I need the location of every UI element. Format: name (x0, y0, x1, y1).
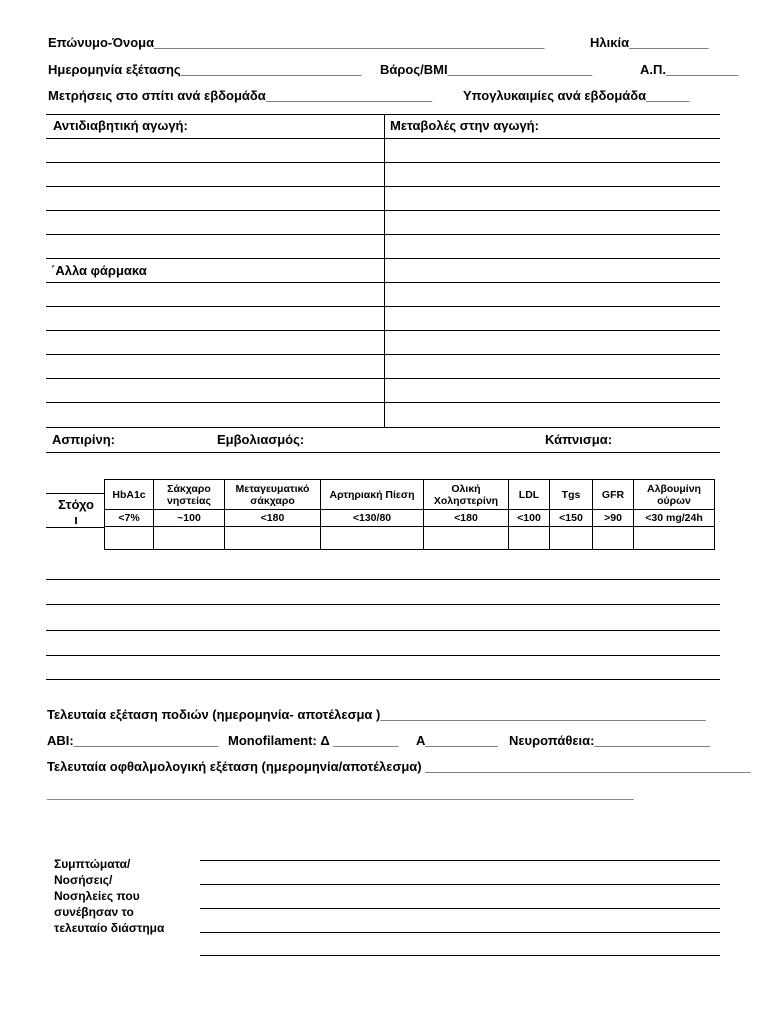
grid-divider (384, 114, 385, 427)
target-total-cholesterol: <180 (424, 510, 509, 527)
target-postprandial-glucose: <180 (225, 510, 321, 527)
value-fasting-glucose[interactable] (154, 527, 225, 550)
symptoms-line-4[interactable] (200, 932, 720, 933)
value-gfr[interactable] (593, 527, 634, 550)
value-hba1c[interactable] (105, 527, 154, 550)
value-blood-pressure[interactable] (321, 527, 424, 550)
symptoms-line-2[interactable] (200, 884, 720, 885)
aspirin-label: Ασπιρίνη: (52, 432, 116, 447)
name-label: Επώνυμο-Όνομα______________________________________________________ (48, 35, 545, 50)
value-postprandial-glucose[interactable] (225, 527, 321, 550)
symptoms-line-1[interactable] (200, 860, 720, 861)
header-gfr: GFR (593, 480, 634, 510)
header-urine-albumin: Αλβουμίνη ούρων (634, 480, 715, 510)
other-drugs-label: ΄Αλλα φάρμακα (51, 263, 147, 278)
target-tgs: <150 (550, 510, 593, 527)
weight-bmi-label: Βάρος/BMI____________________ (380, 62, 593, 77)
goals-label-line (46, 493, 104, 494)
target-gfr: >90 (593, 510, 634, 527)
target-urine-albumin: <30 mg/24h (634, 510, 715, 527)
notes-line-3[interactable] (46, 630, 720, 631)
value-tgs[interactable] (550, 527, 593, 550)
age-label: Ηλικία___________ (590, 35, 709, 50)
target-hba1c: <7% (105, 510, 154, 527)
symptoms-line-3[interactable] (200, 908, 720, 909)
abi-label: ABI:____________________ (47, 733, 219, 748)
treatment-row-line[interactable] (46, 138, 720, 139)
header-postprandial-glucose: Μεταγευματικό σάκχαρο (225, 480, 321, 510)
goals-label-bottom-line (46, 527, 104, 528)
header-hba1c: HbA1c (105, 480, 154, 510)
eye-exam-label: Τελευταία οφθαλμολογική εξέταση (ημερομηνία/αποτέλεσμα) _____________________________________________ (47, 759, 751, 774)
antidiabetic-treatment-label: Αντιδιαβητική αγωγή: (53, 118, 188, 133)
treatment-row-line[interactable] (46, 210, 720, 211)
home-measurements-label: Μετρήσεις στο σπίτι ανά εβδομάδα_______________________ (48, 88, 433, 103)
header-ldl: LDL (509, 480, 550, 510)
blood-pressure-label: Α.Π.__________ (640, 62, 739, 77)
notes-line-2[interactable] (46, 604, 720, 605)
smoking-label: Κάπνισμα: (545, 432, 613, 447)
value-urine-albumin[interactable] (634, 527, 715, 550)
monofilament-label: Monofilament: Δ _________ (228, 733, 399, 748)
goals-label: Στόχο ι (58, 497, 94, 527)
exam-date-label: Ημερομηνία εξέτασης_________________________ (48, 62, 362, 77)
monofilament-a-label: Α__________ (416, 733, 498, 748)
goals-table (104, 479, 715, 550)
exam-notes-blank[interactable]: ____________________________________________________________________________________________ (47, 787, 634, 801)
header-fasting-glucose: Σάκχαρο νηστείας (154, 480, 225, 510)
notes-line-1[interactable] (46, 579, 720, 580)
neuropathy-label: Νευροπάθεια:________________ (509, 733, 711, 748)
header-tgs: Tgs (550, 480, 593, 510)
aspirin-row-line (46, 452, 720, 453)
treatment-row-line[interactable] (46, 234, 720, 235)
hypoglycemia-label: Υπογλυκαιμίες ανά εβδομάδα______ (463, 88, 690, 103)
target-blood-pressure: <130/80 (321, 510, 424, 527)
treatment-row-line[interactable] (46, 162, 720, 163)
symptoms-line-5[interactable] (200, 955, 720, 956)
treatment-row-line[interactable] (46, 354, 720, 355)
treatment-row-line[interactable] (46, 282, 720, 283)
notes-line-5[interactable] (46, 679, 720, 680)
value-total-cholesterol[interactable] (424, 527, 509, 550)
treatment-row-line[interactable] (46, 427, 720, 428)
treatment-row-line[interactable] (46, 186, 720, 187)
foot-exam-label: Τελευταία εξέταση ποδιών (ημερομηνία- αποτέλεσμα )_____________________________________________ (47, 707, 706, 722)
treatment-row-line[interactable] (46, 258, 720, 259)
grid-top-line (46, 114, 720, 115)
target-ldl: <100 (509, 510, 550, 527)
vaccination-label: Εμβολιασμός: (217, 432, 305, 447)
value-ldl[interactable] (509, 527, 550, 550)
treatment-row-line[interactable] (46, 306, 720, 307)
treatment-row-line[interactable] (46, 402, 720, 403)
treatment-row-line[interactable] (46, 330, 720, 331)
header-blood-pressure: Αρτηριακή Πίεση (321, 480, 424, 510)
symptoms-label: Συμπτώματα/ Νοσήσεις/ Νοσηλείες που συνέβησαν το τελευταίο διάστημα (54, 857, 165, 935)
notes-line-4[interactable] (46, 655, 720, 656)
header-total-cholesterol: Ολική Χοληστερίνη (424, 480, 509, 510)
target-fasting-glucose: ~100 (154, 510, 225, 527)
treatment-row-line[interactable] (46, 378, 720, 379)
treatment-changes-label: Μεταβολές στην αγωγή: (390, 118, 539, 133)
